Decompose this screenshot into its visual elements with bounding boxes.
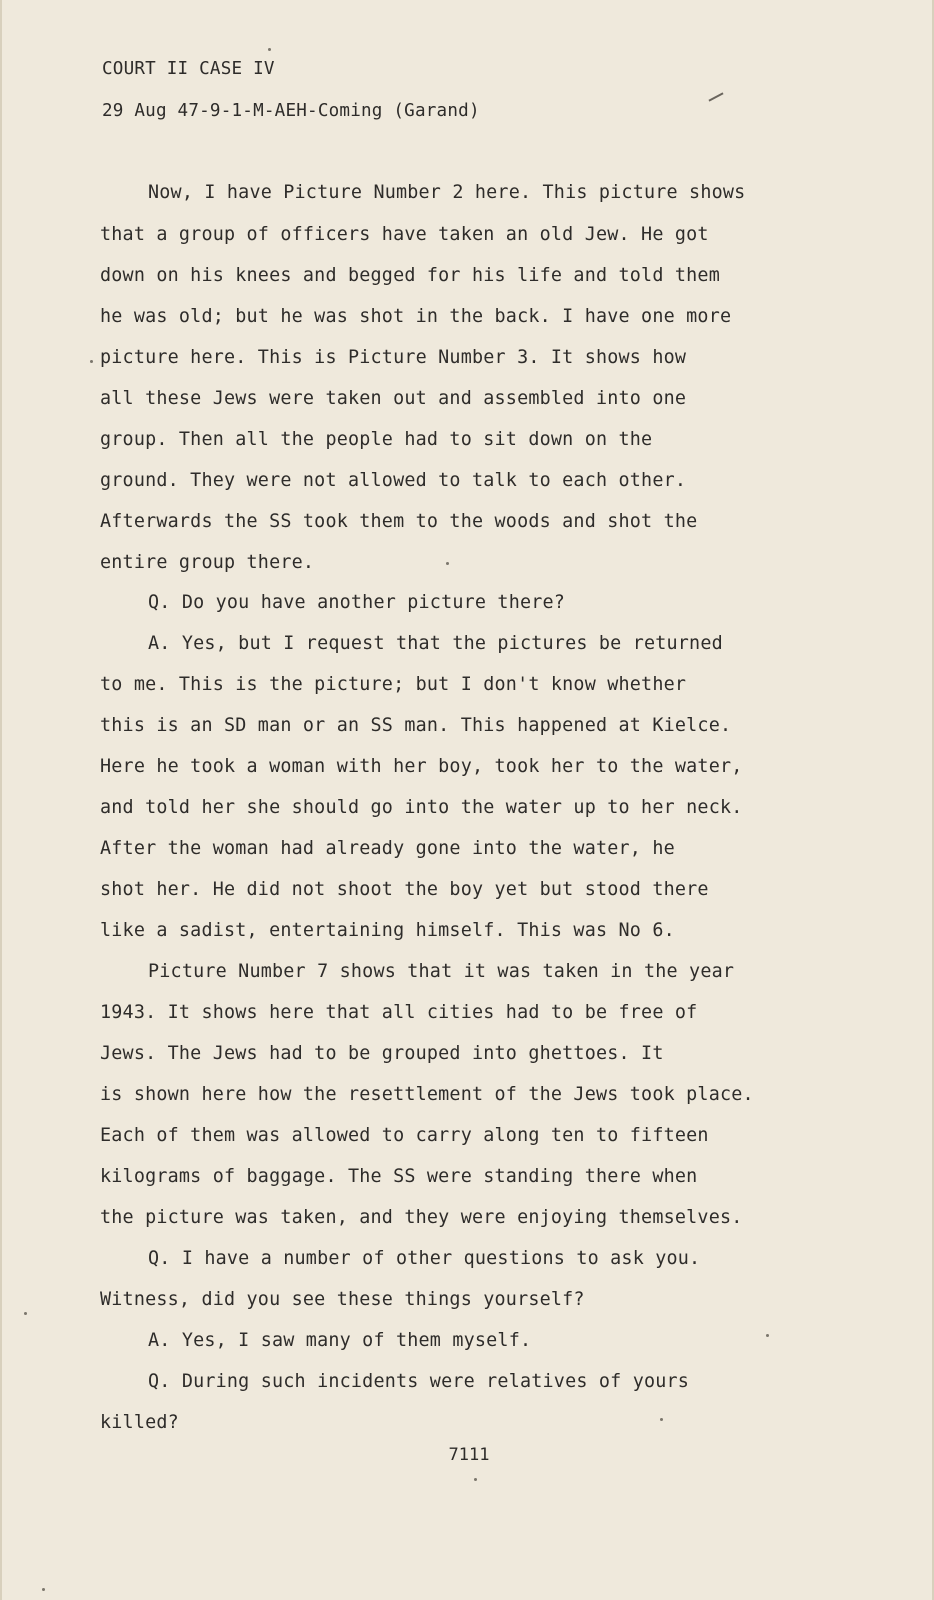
paper-speck: [268, 48, 271, 51]
transcript-line: Now, I have Picture Number 2 here. This picture shows: [148, 182, 746, 203]
transcript-line: Jews. The Jews had to be grouped into ghettoes. It: [100, 1043, 664, 1064]
transcript-line: Each of them was allowed to carry along ten to fifteen: [100, 1125, 709, 1146]
transcript-line: kilograms of baggage. The SS were standing there when: [100, 1166, 698, 1187]
transcript-line: to me. This is the picture; but I don't know whether: [100, 674, 687, 695]
transcript-line: Afterwards the SS took them to the woods and shot the: [100, 511, 698, 532]
paper-speck: [24, 1312, 27, 1315]
transcript-line: Q. I have a number of other questions to ask you.: [148, 1248, 701, 1269]
case-header: COURT II CASE IV: [102, 59, 275, 79]
transcript-line: A. Yes, but I request that the pictures be returned: [148, 633, 723, 654]
transcript-line: he was old; but he was shot in the back. I have one more: [100, 306, 732, 327]
paper-speck: [766, 1334, 769, 1337]
transcript-line: the picture was taken, and they were enjoying themselves.: [100, 1207, 743, 1228]
session-header: 29 Aug 47-9-1-M-AEH-Coming (Garand): [102, 101, 480, 121]
paper-speck: [660, 1418, 663, 1421]
transcript-line: 1943. It shows here that all cities had to be free of: [100, 1002, 698, 1023]
transcript-line: ground. They were not allowed to talk to each other.: [100, 470, 687, 491]
page-number: 7111: [448, 1445, 490, 1465]
transcript-line: picture here. This is Picture Number 3. It shows how: [100, 347, 687, 368]
transcript-line: down on his knees and begged for his life and told them: [100, 265, 720, 286]
paper-speck: [474, 1478, 477, 1481]
transcript-line: group. Then all the people had to sit down on the: [100, 429, 653, 450]
paper-speck: [90, 360, 93, 363]
transcript-line: After the woman had already gone into the water, he: [100, 838, 675, 859]
transcript-line: killed?: [100, 1412, 179, 1433]
transcript-line: and told her she should go into the water up to her neck.: [100, 797, 743, 818]
transcript-line: this is an SD man or an SS man. This happened at Kielce.: [100, 715, 732, 736]
transcript-line: is shown here how the resettlement of the Jews took place.: [100, 1084, 754, 1105]
transcript-line: Here he took a woman with her boy, took her to the water,: [100, 756, 743, 777]
pen-mark: [708, 92, 723, 101]
transcript-line: shot her. He did not shoot the boy yet but stood there: [100, 879, 709, 900]
paper-speck: [446, 562, 449, 565]
transcript-line: Q. Do you have another picture there?: [148, 592, 566, 613]
transcript-line: Q. During such incidents were relatives of yours: [148, 1371, 690, 1392]
transcript-line: A. Yes, I saw many of them myself.: [148, 1330, 532, 1351]
transcript-line: entire group there.: [100, 552, 315, 573]
transcript-line: that a group of officers have taken an old Jew. He got: [100, 224, 709, 245]
transcript-line: Picture Number 7 shows that it was taken in the year: [148, 961, 735, 982]
transcript-line: like a sadist, entertaining himself. This was No 6.: [100, 920, 675, 941]
transcript-line: Witness, did you see these things yourself?: [100, 1289, 585, 1310]
transcript-line: all these Jews were taken out and assembled into one: [100, 388, 687, 409]
paper-speck: [42, 1588, 45, 1591]
